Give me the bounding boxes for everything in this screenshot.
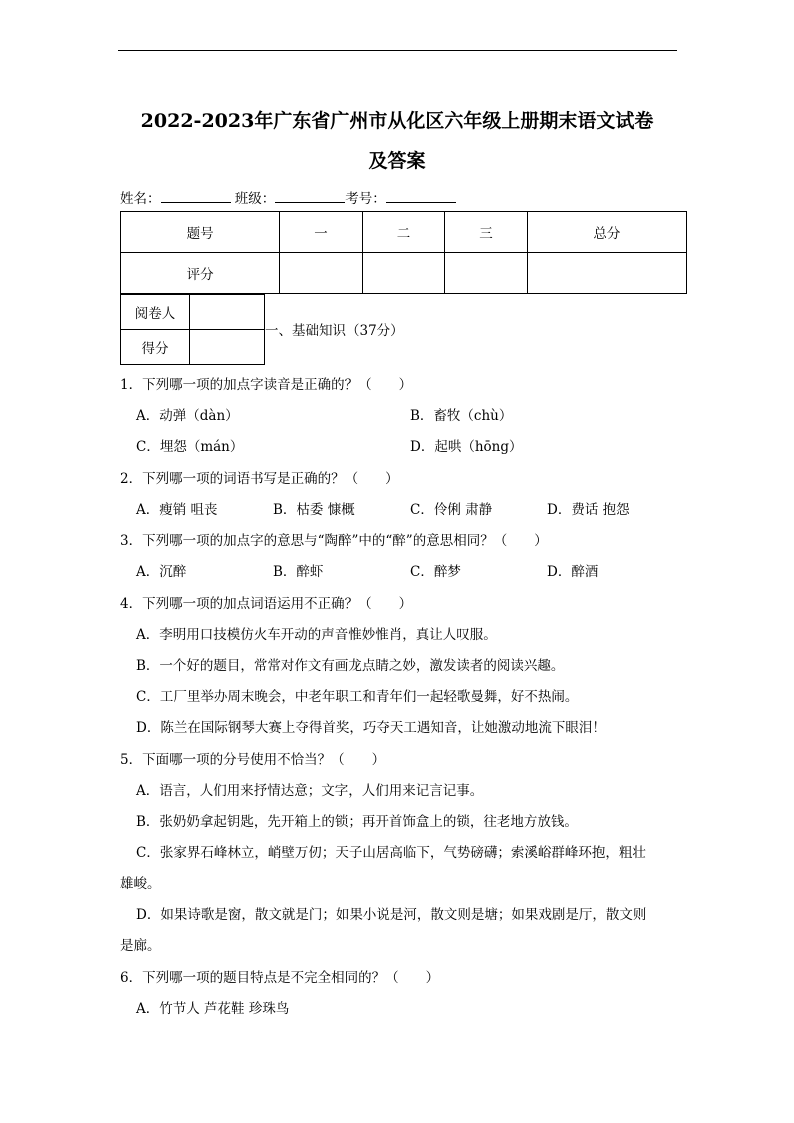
- reviewer-label: 阅卷人: [121, 295, 190, 330]
- grader-table: [120, 294, 265, 365]
- score-label: 得分: [121, 330, 190, 365]
- option: C．伶俐 肃静: [410, 502, 493, 518]
- header-cell: 总分: [527, 212, 686, 253]
- option: B．畜牧（chù）: [410, 408, 513, 424]
- number-label: 考号：: [345, 191, 386, 207]
- option: B．张奶奶拿起钥匙，先开箱上的锁；再开首饰盒上的锁，往老地方放钱。: [136, 814, 578, 830]
- option: A．动弹（dàn）: [136, 408, 239, 424]
- header-cell: 三: [445, 212, 527, 253]
- option: A．沉醉: [136, 564, 187, 580]
- title-line-1: 2022-2023年广东省广州市从化区六年级上册期末语文试卷: [140, 110, 654, 132]
- option: D．醉酒: [547, 564, 599, 580]
- option: B．枯委 慷概: [273, 502, 355, 518]
- score-cell[interactable]: [527, 253, 686, 294]
- reviewer-cell[interactable]: [190, 295, 265, 330]
- question-2: 2．下列哪一项的词语书写是正确的？（ ）: [120, 471, 399, 487]
- header-rule: [118, 50, 677, 51]
- option: C．醉梦: [410, 564, 461, 580]
- option-continuation: 雄峻。: [120, 876, 161, 892]
- name-label: 姓名：: [120, 191, 161, 207]
- option-continuation: 是廊。: [120, 938, 161, 954]
- class-label: 班级：: [234, 191, 276, 207]
- name-field[interactable]: [161, 190, 231, 203]
- option: C．工厂里举办周末晚会，中老年职工和青年们一起轻歌曼舞，好不热闹。: [136, 689, 579, 705]
- student-info: [120, 187, 456, 207]
- row-label: 评分: [121, 253, 280, 294]
- option: C．埋怨（mán）: [136, 439, 244, 455]
- option: A．语言，人们用来抒情达意；文字，人们用来记言记事。: [136, 783, 484, 799]
- header-cell: 题号: [121, 212, 280, 253]
- option: C．张家界石峰林立，峭壁万仞；天子山居高临下，气势磅礴；索溪峪群峰环抱，粗壮: [136, 845, 646, 861]
- option: D．陈兰在国际钢琴大赛上夺得首奖，巧夺天工遇知音，让她激动地流下眼泪！: [136, 720, 606, 736]
- option: B．醉虾: [273, 564, 324, 580]
- option: D．费话 抱怨: [547, 502, 630, 518]
- header-cell: 一: [280, 212, 362, 253]
- option: B．一个好的题目，常常对作文有画龙点睛之妙，激发读者的阅读兴趣。: [136, 658, 565, 674]
- question-5: 5．下面哪一项的分号使用不恰当？（ ）: [120, 752, 386, 768]
- score-cell[interactable]: [362, 253, 444, 294]
- class-field[interactable]: [275, 190, 345, 203]
- question-3: 3．下列哪一项的加点字的意思与“陶醉”中的“醉”的意思相同？（ ）: [120, 533, 548, 549]
- option: D．起哄（hōng）: [410, 439, 523, 455]
- score-cell[interactable]: [280, 253, 362, 294]
- question-1: 1．下列哪一项的加点字读音是正确的？（ ）: [120, 377, 413, 393]
- score-table: [120, 211, 687, 294]
- header-cell: 二: [362, 212, 444, 253]
- question-6: 6．下列哪一项的题目特点是不完全相同的？（ ）: [120, 970, 440, 986]
- section-heading: 一、基础知识（37分）: [265, 323, 404, 339]
- option: A．李明用口技模仿火车开动的声音惟妙惟肖，真让人叹服。: [136, 627, 497, 643]
- grader-score-cell[interactable]: [190, 330, 265, 365]
- score-cell[interactable]: [445, 253, 527, 294]
- number-field[interactable]: [386, 190, 456, 203]
- option: A．竹节人 芦花鞋 珍珠鸟: [136, 1001, 290, 1017]
- option: A．瘦销 咀丧: [136, 502, 218, 518]
- title-line-2: 及答案: [368, 150, 426, 172]
- question-4: 4．下列哪一项的加点词语运用不正确？（ ）: [120, 596, 413, 612]
- option: D．如果诗歌是窗，散文就是门；如果小说是河，散文则是塘；如果戏剧是厅，散文则: [136, 907, 647, 923]
